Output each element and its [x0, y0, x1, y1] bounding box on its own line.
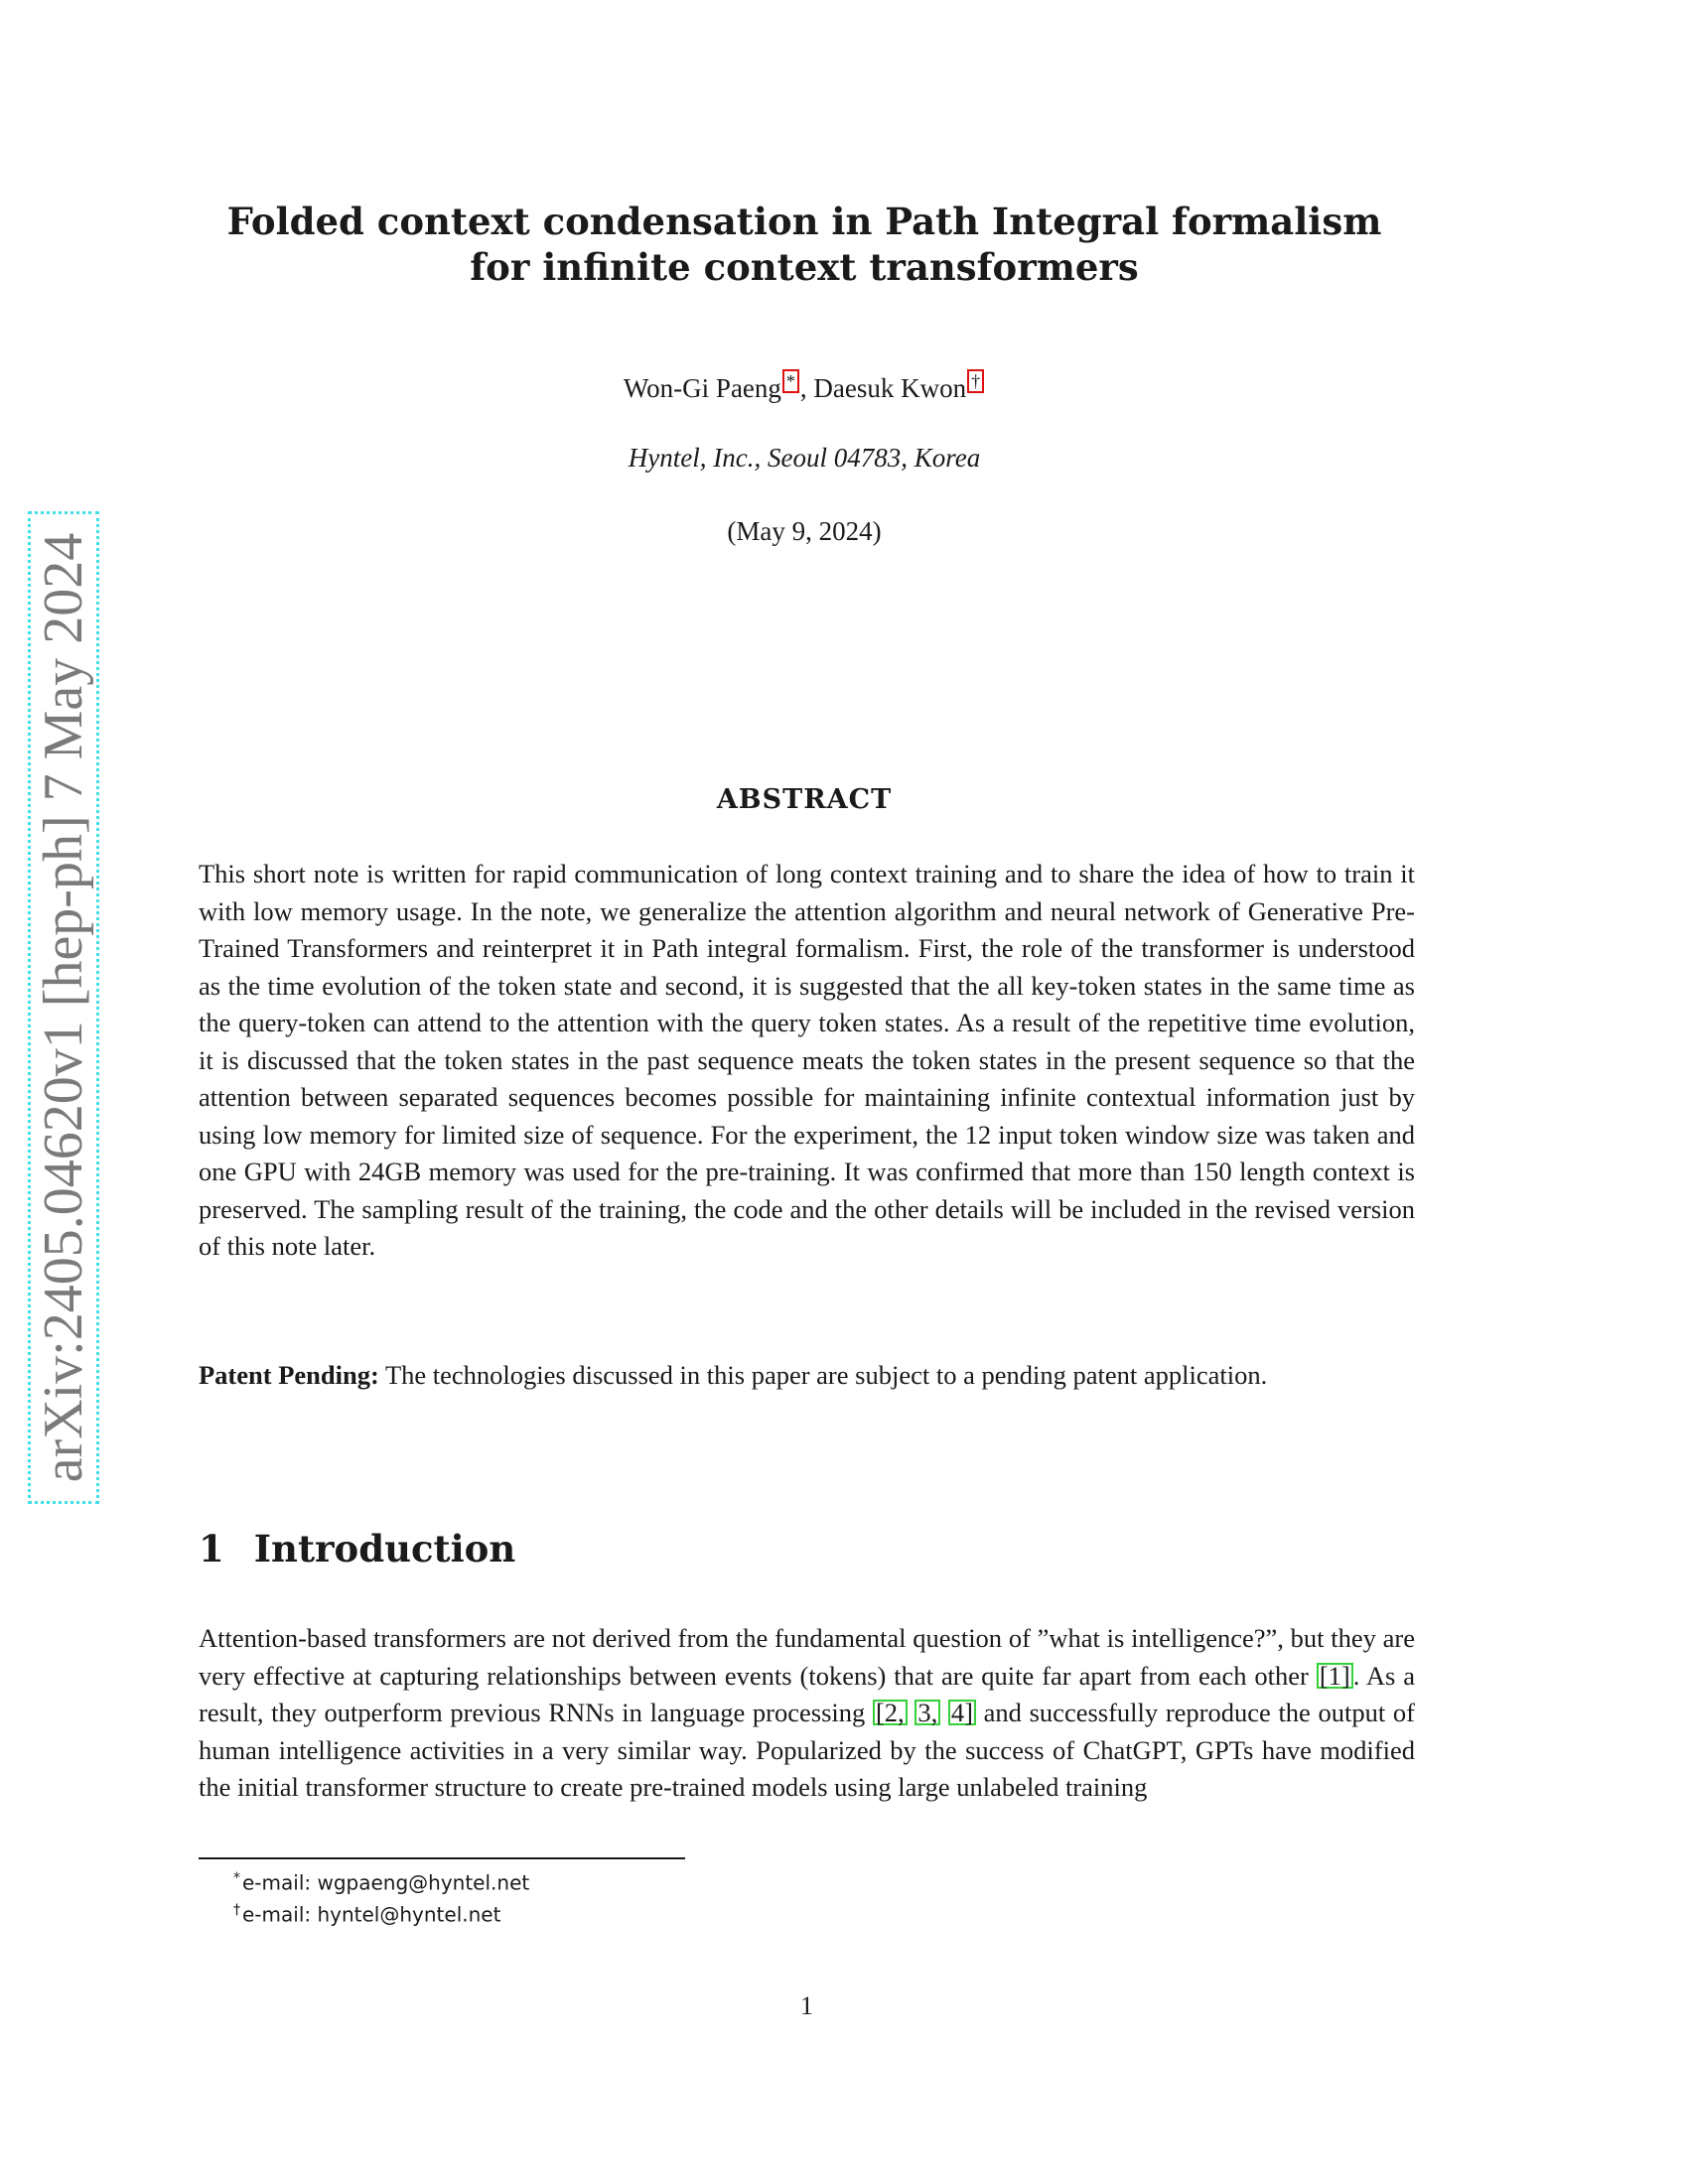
- footnote-mark: *: [233, 1870, 240, 1886]
- title-line-2: for infinite context transformers: [470, 245, 1139, 289]
- affiliation: Hyntel, Inc., Seoul 04783, Korea: [628, 443, 981, 473]
- citation-link[interactable]: 4]: [948, 1700, 976, 1725]
- footnote-divider: [199, 1857, 685, 1859]
- section-title: Introduction: [253, 1527, 516, 1570]
- abstract-body: This short note is written for rapid communication of long context training and to share the idea of how to train it with low memory usage. In the note, we generalize the attention algorithm and neural network of Generative Pre-Trained Transformers and reinterpret it in Path integral formalism. First, the role of the transformer is understood as the time evolution of the token state and second, it is suggested that the all key-token states in the same time as the query-token can attend to the attention with the query token states. As a result of the repetitive time evolution, it is discussed that the token states in the past sequence meats the token states in the present sequence so that the attention between separated sequences becomes possible for maintaining infinite contextual information just by using low memory for limited size of sequence. For the experiment, the 12 input token window size was taken and one GPU with 24GB memory was used for the pre-training. It was confirmed that more than 150 length context is preserved. The sampling result of the training, the code and the other details will be included in the revised version of this note later.: [199, 859, 1415, 1261]
- patent-notice: [199, 1357, 1415, 1395]
- citation-link[interactable]: 3,: [914, 1700, 940, 1725]
- publication-date: (May 9, 2024): [727, 516, 882, 546]
- author-list: [199, 369, 1410, 404]
- intro-text: . As a result, they outperform previous RNNs in language processing: [199, 1660, 1416, 1727]
- paper-title: [199, 199, 1410, 290]
- footnote-link[interactable]: †: [967, 369, 984, 393]
- citation-link[interactable]: [2,: [873, 1700, 908, 1725]
- section-number: 1: [199, 1527, 224, 1570]
- title-line-1: Folded context condensation in Path Integral formalism: [226, 200, 1382, 243]
- patent-text: The technologies discussed in this paper are subject to a pending patent application.: [378, 1360, 1268, 1390]
- intro-text: Attention-based transformers are not derived from the fundamental question of ”what is intelligence?”, but they are very effective at capturing relationships between events (tokens) that are quite far apart from each other: [199, 1623, 1415, 1691]
- author-name: Won-Gi Paeng: [623, 373, 781, 403]
- intro-text: and successfully reproduce the output of human intelligence activities in a very similar way. Popularized by the success of ChatGPT, GPTs have modified the initial transformer structure to create pre-trained models using large unlabeled training: [199, 1698, 1415, 1802]
- introduction-body: [199, 1620, 1415, 1807]
- arxiv-stamp[interactable]: [28, 511, 99, 1504]
- abstract-heading: ABSTRACT: [716, 784, 893, 815]
- patent-label: Patent Pending:: [199, 1360, 379, 1390]
- page-number: 1: [800, 1991, 813, 2020]
- author-separator: ,: [799, 373, 814, 403]
- footnote-mark: †: [233, 1902, 240, 1918]
- arxiv-identifier[interactable]: arXiv:2405.04620v1 [hep-ph] 7 May 2024: [33, 532, 94, 1483]
- footnote-text: e-mail: hyntel@hyntel.net: [242, 1902, 501, 1927]
- footnote-text: e-mail: wgpaeng@hyntel.net: [242, 1870, 530, 1895]
- footnote-link[interactable]: *: [782, 369, 799, 393]
- footnote: [233, 1870, 529, 1895]
- section-heading: [199, 1527, 515, 1570]
- author-name: Daesuk Kwon: [813, 373, 967, 403]
- footnote: [233, 1902, 500, 1927]
- citation-link[interactable]: [1]: [1317, 1663, 1353, 1689]
